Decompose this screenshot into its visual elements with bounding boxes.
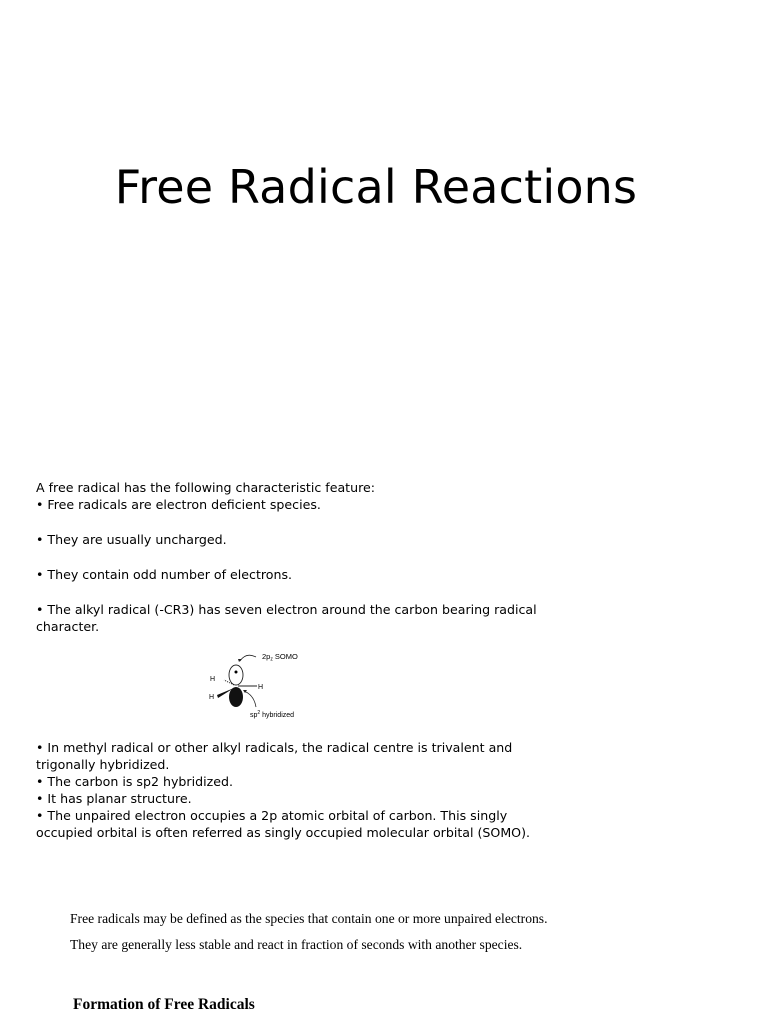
hydrogen-right: H [258,684,264,691]
feature-item: • The alkyl radical (-CR3) has seven electron around the carbon bearing radical character. [36,602,537,634]
hybridized-arrow [244,691,256,707]
hydrogen-lower-left: H [209,694,215,701]
feature-item: • They are usually uncharged. [36,532,227,547]
methyl-item: • The unpaired electron occupies a 2p atomic orbital of carbon. This singly occupied orbital is often referred as singly occupied molecular orbital (SOMO). [36,808,531,840]
somo-label: $2p_z$ SOMO [262,652,298,663]
definition-line: They are generally less stable and react in fraction of seconds with another species. [70,937,523,952]
methyl-item: • The carbon is sp2 hybridized. [36,774,233,789]
feature-item: • Free radicals are electron deficient species. [36,497,321,512]
hybridized-label: $sp^2$ hybridized [250,710,295,719]
hydrogen-upper-left: H [210,676,216,683]
somo-arrowhead [238,659,242,662]
definition-paragraph [70,906,710,958]
page-title: Free Radical Reactions [114,160,638,214]
methyl-item: • It has planar structure. [36,791,192,806]
feature-item: • They contain odd number of electrons. [36,567,293,582]
lower-lobe [229,687,243,707]
definition-line: Free radicals may be defined as the species that contain one or more unpaired electrons. [70,911,548,926]
somo-arrow [240,655,256,661]
features-intro: A free radical has the following characteristic feature: [36,480,375,495]
methyl-radical-orbital-diagram [204,643,314,723]
methyl-radical-list [36,739,556,841]
methyl-item: • In methyl radical or other alkyl radicals, the radical centre is trivalent and trigonally hybridized. [36,740,513,772]
features-list [36,479,596,635]
unpaired-electron-dot [235,671,238,674]
section-heading: Formation of Free Radicals [73,996,255,1013]
somo-lobe [229,665,243,685]
